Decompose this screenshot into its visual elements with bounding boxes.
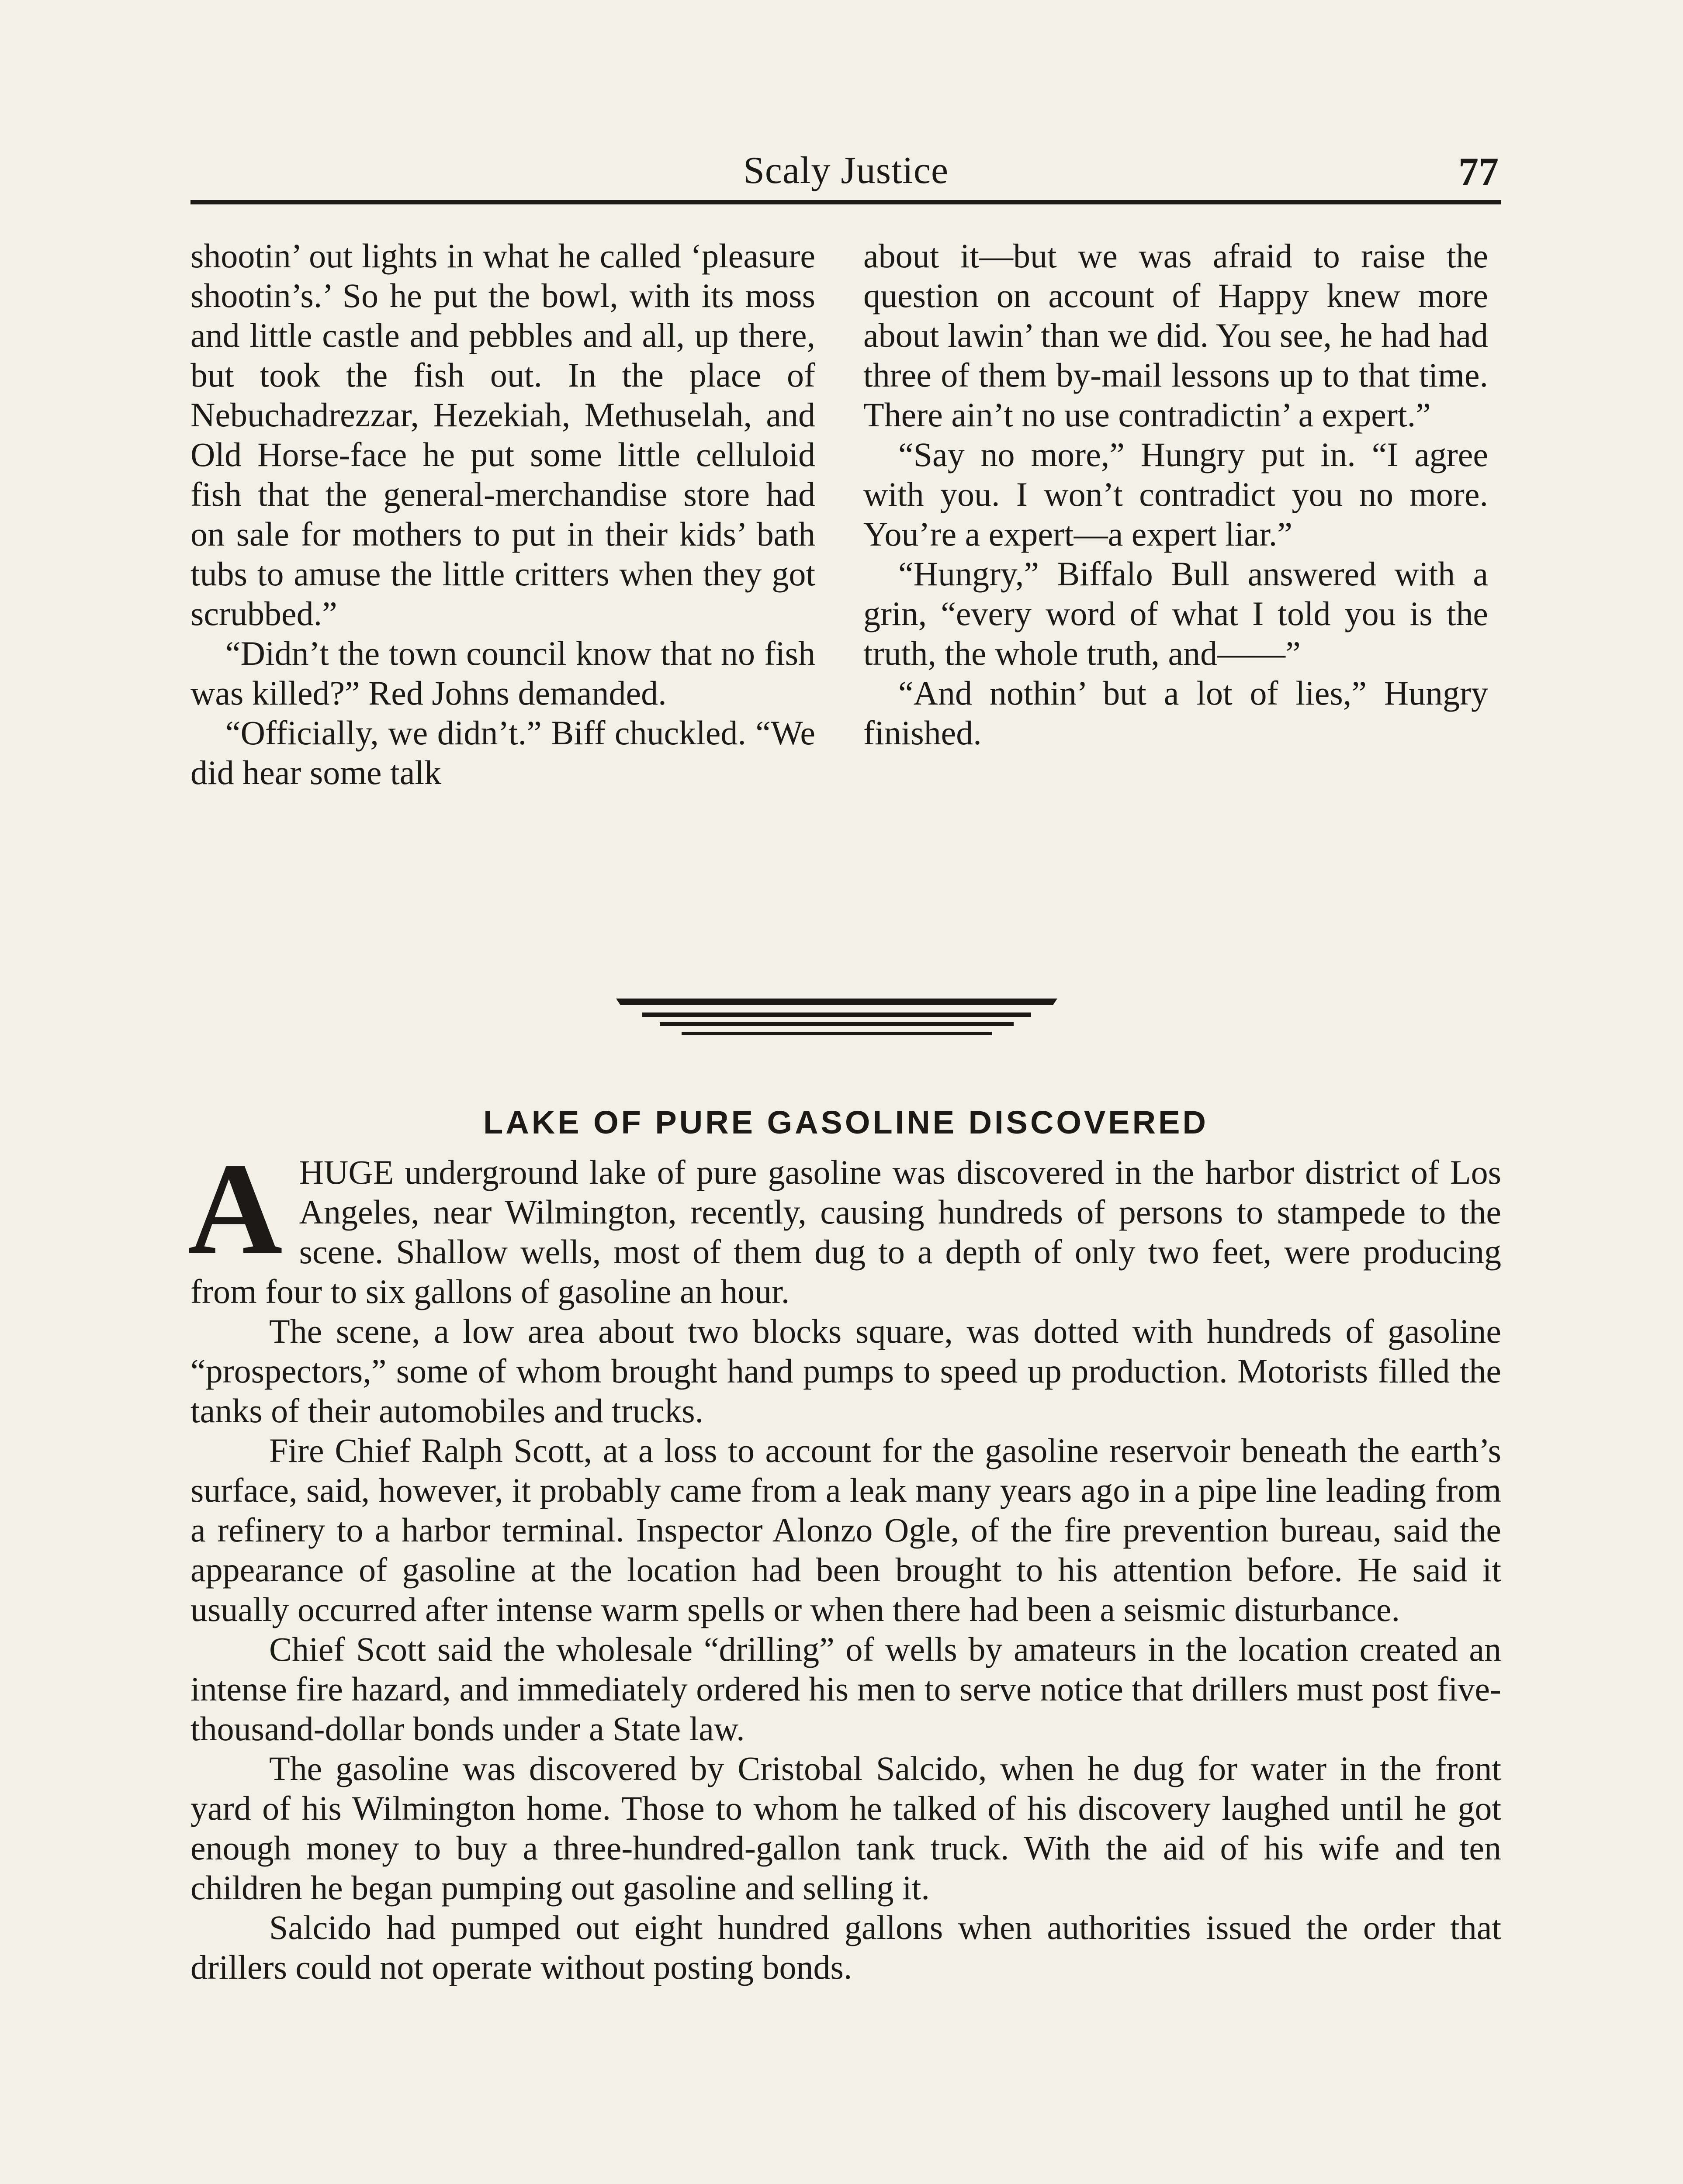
story-paragraph: shootin’ out lights in what he called ‘pleasure shootin’s.’ So he put the bowl, with its moss and little castle and pebbles and all, up there, but took the fish out. In the place of Nebuchadrezzar, Hezekiah, Methuselah, and Old Horse-face he put some little celluloid fish that the general-merchandise store had on sale for mothers to put in their kids’ bath tubs to amuse the little critters when they got scrubbed.”	[190, 237, 815, 632]
ornamental-divider	[616, 992, 1057, 1040]
drop-cap: A	[188, 1136, 283, 1281]
story-continuation	[190, 236, 1501, 926]
story-paragraph: “And nothin’ but a lot of lies,” Hungry finished.	[863, 674, 1488, 752]
header-rule	[190, 200, 1501, 204]
article-paragraph: Salcido had pumped out eight hundred gallons when authorities issued the order that drillers could not operate without posting bonds.	[190, 1908, 1501, 1986]
story-paragraph: “Hungry,” Biffalo Bull answered with a grin, “every word of what I told you is the truth, the whole truth, and——”	[863, 555, 1488, 672]
left-column	[190, 236, 815, 792]
article-paragraph: The scene, a low area about two blocks square, was dotted with hundreds of gasoline “prospectors,” some of whom brought hand pumps to speed up production. Motorists filled the tanks of their automobiles and trucks.	[190, 1312, 1501, 1430]
article-title: LAKE OF PURE GASOLINE DISCOVERED	[483, 1104, 1209, 1140]
article-body	[188, 1136, 1501, 1987]
article-paragraph: Fire Chief Ralph Scott, at a loss to account for the gasoline reservoir beneath the earth’s surface, said, however, it probably came from a leak many years ago in a pipe line leading from a refinery to a harbor terminal. Inspector Alonzo Ogle, of the fire prevention bureau, said the appearance of gasoline at the location had been brought to his attention before. He said it usually occurred after intense warm spells or when there had been a seismic disturbance.	[190, 1431, 1501, 1628]
running-title: Scaly Justice	[743, 149, 949, 192]
right-column	[863, 236, 1488, 753]
lead-paragraph	[188, 1136, 1501, 1311]
story-paragraph: “Say no more,” Hungry put in. “I agree with you. I won’t contradict you no more. You’re a expert—a expert liar.”	[863, 435, 1488, 553]
article-paragraph: The gasoline was discovered by Cristobal Salcido, when he dug for water in the front yard of his Wilmington home. Those to whom he talked of his discovery laughed until he got enough money to buy a three-hundred-gallon tank truck. With the aid of his wife and ten children he began pumping out gasoline and selling it.	[190, 1749, 1501, 1907]
page-number: 77	[1458, 149, 1499, 194]
story-paragraph: about it—but we was afraid to raise the question on account of Happy knew more about lawin’ than we did. You see, he had had three of them by-mail lessons up to that time. There ain’t no use contradictin’ a expert.”	[863, 237, 1488, 434]
lead-text: HUGE underground lake of pure gasoline was discovered in the harbor district of Los Angeles, near Wilmington, recently, causing hundreds of persons to stampede to the scene. Shallow wells, most of them dug to a depth of only two feet, were producing from four to six gallons of gasoline an hour.	[190, 1153, 1501, 1310]
running-header	[190, 144, 1501, 205]
story-paragraph: “Didn’t the town council know that no fish was killed?” Red Johns demanded.	[190, 634, 815, 712]
story-paragraph: “Officially, we didn’t.” Biff chuckled. “We did hear some talk	[190, 714, 815, 791]
article-paragraph: Chief Scott said the wholesale “drilling” of wells by amateurs in the location created an intense fire hazard, and immediately ordered his men to serve notice that drillers must post five-thousand-dollar bonds under a State law.	[190, 1630, 1501, 1748]
gasoline-article	[190, 1101, 1501, 1987]
